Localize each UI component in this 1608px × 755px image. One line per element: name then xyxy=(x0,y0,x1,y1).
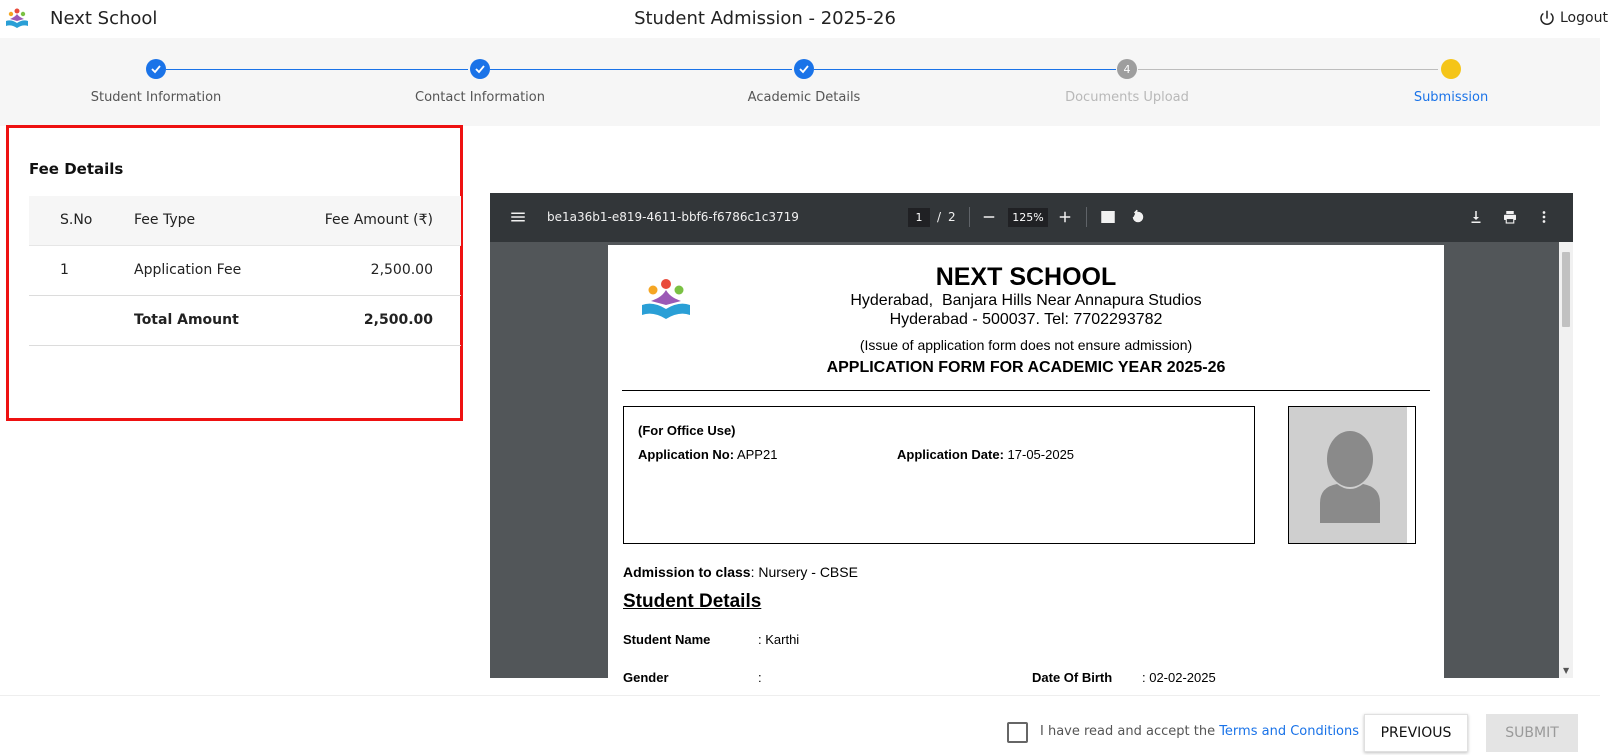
step-4-number: 4 xyxy=(1117,59,1137,79)
step-1-check-icon xyxy=(146,59,166,79)
row-fee-amount: 2,500.00 xyxy=(370,262,433,278)
zoom-level-input[interactable]: 125% xyxy=(1008,208,1048,227)
pdf-viewer[interactable] xyxy=(490,193,1573,685)
doc-address-line-2: Hyderabad - 500037. Tel: 7702293782 xyxy=(889,311,1163,328)
dob-value: : 02-02-2025 xyxy=(1142,670,1216,685)
doc-address-line-1: Hyderabad, Banjara Hills Near Annapura Studios xyxy=(850,292,1202,309)
pdf-scrollbar[interactable] xyxy=(1559,242,1573,678)
print-icon[interactable] xyxy=(1501,208,1519,226)
step-label-submission: Submission xyxy=(1413,90,1489,105)
admission-class-value: : Nursery - CBSE xyxy=(750,564,858,580)
page-title: Student Admission - 2025-26 xyxy=(634,8,896,29)
terms-checkbox[interactable] xyxy=(1007,722,1028,743)
dob-label: Date Of Birth xyxy=(1032,670,1113,685)
menu-icon[interactable] xyxy=(509,208,527,226)
application-no-label: Application No: xyxy=(638,447,735,462)
fee-details-panel xyxy=(6,125,463,421)
rotate-icon[interactable] xyxy=(1129,208,1147,226)
download-icon[interactable] xyxy=(1467,208,1485,226)
fit-page-icon[interactable] xyxy=(1099,208,1117,226)
previous-button[interactable]: PREVIOUS xyxy=(1364,714,1468,752)
row-fee-type: Application Fee xyxy=(134,262,242,278)
top-bar xyxy=(0,0,1608,38)
doc-school-name: NEXT SCHOOL xyxy=(935,263,1117,291)
pdf-toolbar xyxy=(490,193,1573,242)
page-number-input[interactable]: 1 xyxy=(908,208,930,227)
page-separator: / xyxy=(937,210,942,224)
brand-name: Next School xyxy=(50,8,158,29)
doc-note: (Issue of application form does not ensure admission) xyxy=(859,337,1193,353)
doc-divider xyxy=(622,390,1430,391)
step-3-check-icon xyxy=(794,59,814,79)
student-name-label: Student Name xyxy=(623,632,711,647)
office-use-box xyxy=(623,406,1255,544)
application-date xyxy=(897,447,1074,462)
step-connector xyxy=(166,69,468,70)
total-pages: 2 xyxy=(948,210,956,224)
step-connector xyxy=(1138,69,1438,70)
zoom-in-icon[interactable] xyxy=(1056,208,1074,226)
admission-class xyxy=(623,564,858,580)
terms-prefix: I have read and accept the xyxy=(1040,724,1220,739)
step-label-contact-information: Contact Information xyxy=(415,90,545,105)
logout-button[interactable] xyxy=(1538,9,1608,27)
col-sno: S.No xyxy=(60,212,93,228)
pdf-page xyxy=(608,245,1444,685)
student-details-heading: Student Details xyxy=(623,591,762,612)
power-icon xyxy=(1538,9,1556,27)
doc-form-title: APPLICATION FORM FOR ACADEMIC YEAR 2025-26 xyxy=(826,359,1226,376)
step-label-academic-details: Academic Details xyxy=(747,90,861,105)
student-name-value: : Karthi xyxy=(758,632,800,647)
progress-stepper xyxy=(0,38,1600,126)
fee-table xyxy=(29,196,461,346)
application-date-label: Application Date: xyxy=(897,447,1004,462)
row-sno: 1 xyxy=(60,262,69,278)
terms-link[interactable]: Terms and Conditions xyxy=(1219,724,1360,739)
total-amount: 2,500.00 xyxy=(363,312,433,328)
total-row xyxy=(29,296,461,346)
application-date-value: 17-05-2025 xyxy=(1007,447,1075,462)
fee-details-title: Fee Details xyxy=(29,160,124,178)
step-label-documents-upload: Documents Upload xyxy=(1065,90,1189,105)
step-label-student-information: Student Information xyxy=(90,90,222,105)
student-photo-placeholder xyxy=(1288,406,1416,544)
step-connector xyxy=(490,69,792,70)
toolbar-divider xyxy=(969,207,970,227)
zoom-out-icon[interactable] xyxy=(980,208,998,226)
toolbar-divider xyxy=(1086,207,1087,227)
fee-table-header xyxy=(29,196,461,246)
scrollbar-thumb[interactable] xyxy=(1562,252,1570,327)
step-2-check-icon xyxy=(470,59,490,79)
gender-value: : xyxy=(758,670,762,685)
logout-label: Logout xyxy=(1560,10,1608,26)
col-fee-type: Fee Type xyxy=(134,212,196,228)
step-connector xyxy=(814,69,1116,70)
office-use-title: (For Office Use) xyxy=(638,423,736,438)
application-no xyxy=(638,447,777,462)
application-no-value: APP21 xyxy=(736,447,778,462)
admission-class-label: Admission to class xyxy=(623,564,751,580)
footer-bar xyxy=(0,695,1600,755)
gender-label: Gender xyxy=(623,670,669,685)
step-5-active-dot xyxy=(1441,59,1461,79)
pdf-file-name: be1a36b1-e819-4611-bbf6-f6786c1c3719 xyxy=(547,210,799,224)
avatar-placeholder-icon xyxy=(1289,407,1415,543)
submit-button[interactable]: SUBMIT xyxy=(1486,714,1578,752)
terms-text xyxy=(1040,724,1359,739)
more-options-icon[interactable] xyxy=(1535,208,1553,226)
table-row xyxy=(29,246,461,296)
col-fee-amount: Fee Amount (₹) xyxy=(324,212,433,228)
scroll-down-arrow-icon[interactable]: ▼ xyxy=(1563,666,1570,675)
total-label: Total Amount xyxy=(134,312,239,328)
